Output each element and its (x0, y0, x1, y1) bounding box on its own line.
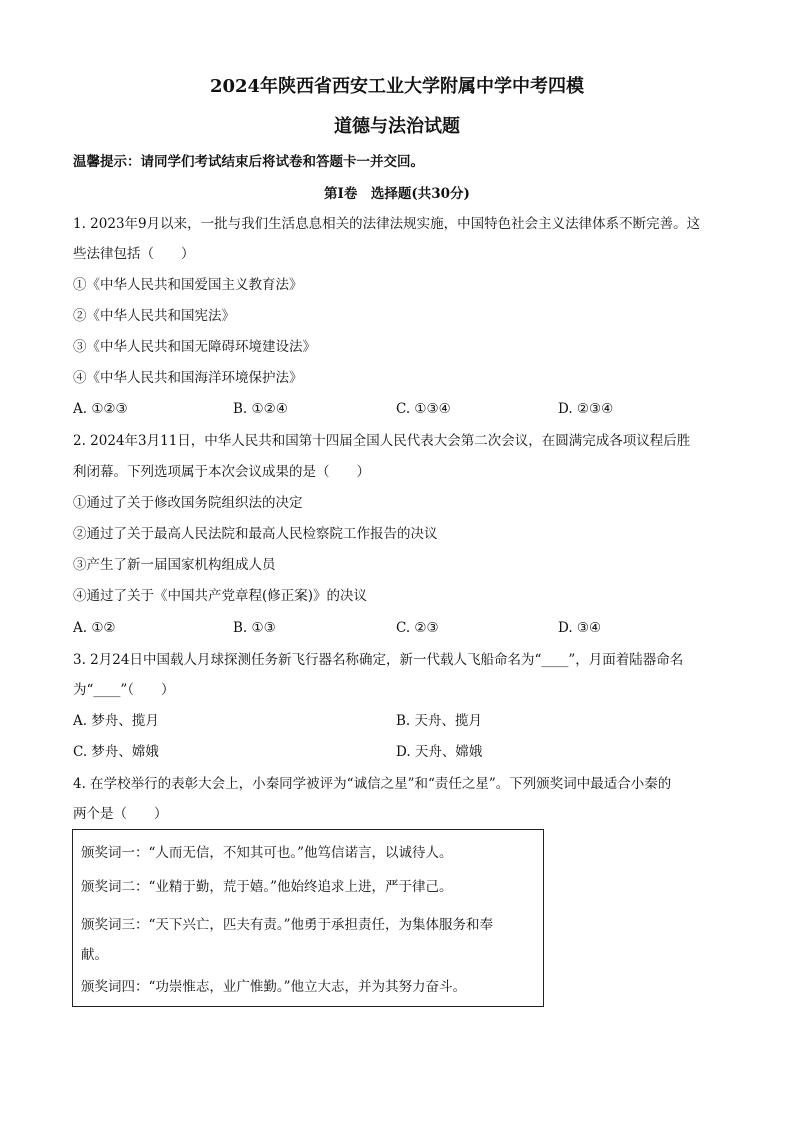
q1-item-4: ④《中华人民共和国海洋环境保护法》 (73, 370, 303, 386)
section-heading: 第Ⅰ卷 选择题(共30分) (324, 186, 470, 202)
citation-3-continued: 献。 (81, 947, 108, 963)
citation-1: 颁奖词一：“人而无信，不知其可也。”他笃信诺言，以诚待人。 (81, 845, 453, 861)
notice-text: 温馨提示：请同学们考试结束后将试卷和答题卡一并交回。 (73, 154, 424, 170)
q3-stem-line2: 为“____”（ ） (73, 682, 175, 698)
q2-stem-line1: 2. 2024年3月11日，中华人民共和国第十四届全国人民代表大会第二次会议，在圆满完成各项议程后胜 (73, 433, 691, 449)
q2-option-b: B. ①③ (233, 620, 276, 636)
q3-stem-line1: 3. 2月24日中国载人月球探测任务新飞行器名称确定，新一代载人飞船命名为“____”，月面着陆器命名 (73, 652, 684, 668)
citation-3: 颁奖词三：“天下兴亡，匹夫有责。”他勇于承担责任，为集体服务和奉 (81, 917, 494, 933)
exam-title: 2024年陕西省西安工业大学附属中学中考四模 (209, 76, 585, 97)
award-citation-box (72, 829, 544, 1007)
exam-subtitle: 道德与法治试题 (334, 116, 460, 137)
q4-stem-line2: 两个是（ ） (73, 806, 168, 822)
q3-option-a: A. 梦舟、揽月 (73, 713, 159, 729)
citation-2: 颁奖词二：“业精于勤，荒于嬉。”他始终追求上进，严于律己。 (81, 879, 453, 895)
q2-item-3: ③产生了新一届国家机构组成人员 (73, 557, 276, 573)
q1-item-2: ②《中华人民共和国宪法》 (73, 308, 235, 324)
q3-option-c: C. 梦舟、嫦娥 (73, 744, 159, 760)
q2-option-d: D. ③④ (558, 620, 602, 636)
q1-option-c: C. ①③④ (396, 401, 451, 417)
q4-stem-line1: 4. 在学校举行的表彰大会上，小秦同学被评为“诚信之星”和“责任之星”。下列颁奖词中最适合小秦的 (73, 776, 672, 792)
q1-option-d: D. ②③④ (558, 401, 614, 417)
q1-item-1: ①《中华人民共和国爱国主义教育法》 (73, 277, 303, 293)
q2-item-4: ④通过了关于《中国共产党章程(修正案)》的决议 (73, 588, 368, 604)
q3-option-b: B. 天舟、揽月 (396, 713, 483, 729)
q1-item-3: ③《中华人民共和国无障碍环境建设法》 (73, 339, 316, 355)
q1-option-b: B. ①②④ (233, 401, 288, 417)
q2-option-c: C. ②③ (396, 620, 439, 636)
q2-item-2: ②通过了关于最高人民法院和最高人民检察院工作报告的决议 (73, 526, 438, 542)
q2-stem-line2: 利闭幕。下列选项属于本次会议成果的是（ ） (73, 464, 370, 480)
q3-option-d: D. 天舟、嫦娥 (396, 744, 483, 760)
citation-4: 颁奖词四：“功崇惟志，业广惟勤。”他立大志，并为其努力奋斗。 (81, 979, 467, 995)
q2-option-a: A. ①② (73, 620, 116, 636)
q2-item-1: ①通过了关于修改国务院组织法的决定 (73, 495, 303, 511)
q1-stem-line2: 些法律包括（ ） (73, 246, 195, 262)
q1-stem-line1: 1. 2023年9月以来，一批与我们生活息息相关的法律法规实施，中国特色社会主义法律体系不断完善。这 (73, 216, 701, 232)
q1-option-a: A. ①②③ (73, 401, 128, 417)
